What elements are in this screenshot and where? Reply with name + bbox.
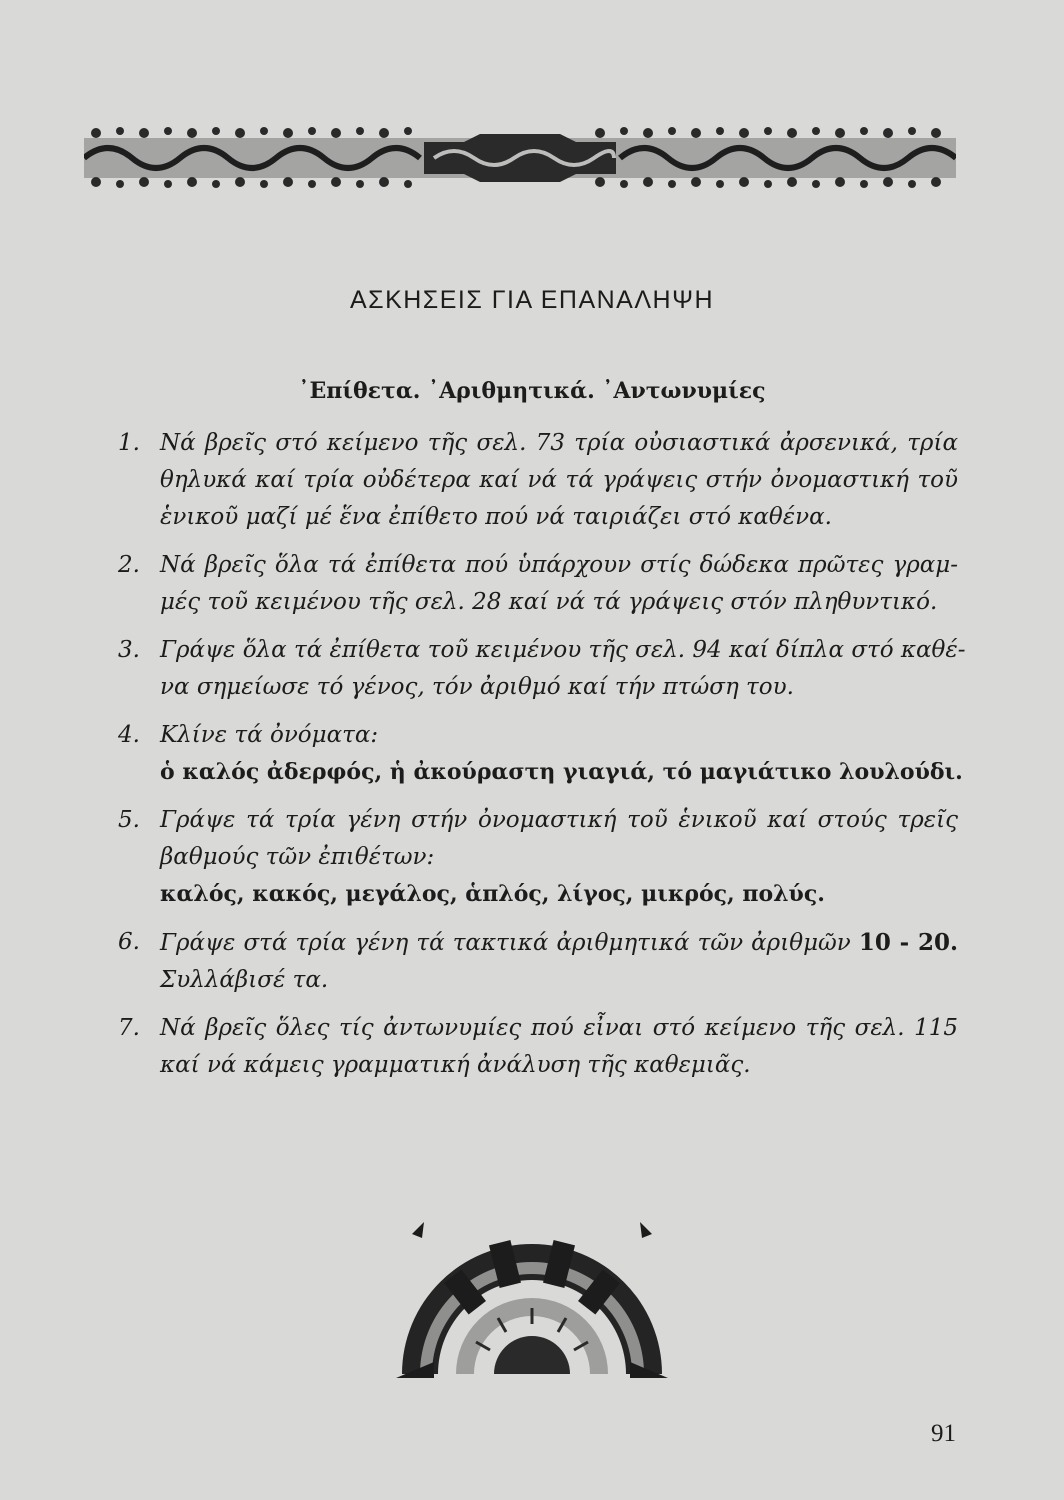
exercise-text-line: ἑνικοῦ μαζί μέ ἕνα ἐπίθετο πού νά ταιριάζει στό καθένα.	[160, 504, 832, 530]
exercise-text-line: Γράψε ὅλα τά ἐπίθετα τοῦ κειμένου τῆς σελ. 94 καί δίπλα στό καθέ-	[160, 637, 966, 663]
exercise-number: 6.	[118, 929, 140, 955]
number-range: 10 - 20.	[858, 929, 958, 956]
decorative-border-icon	[84, 124, 956, 190]
exercise-7	[118, 1010, 958, 1084]
exercise-bold-words: ὁ καλός ἀδερφός, ἡ ἀκούραστη γιαγιά, τό μαγιάτικο λουλούδι.	[160, 759, 963, 785]
exercise-1	[118, 425, 958, 536]
exercise-text-line: να σημείωσε τό γένος, τόν ἀριθμό καί τήν πτώση του.	[160, 674, 794, 700]
exercise-text-line	[160, 924, 958, 962]
exercise-text-line: Νά βρεῖς ὅλες τίς ἀντωνυμίες πού εἶναι στό κείμενο τῆς σελ. 115	[160, 1015, 958, 1041]
exercise-2	[118, 547, 958, 621]
exercise-text-line: καί νά κάμεις γραμματική ἀνάλυση τῆς καθεμιᾶς.	[160, 1052, 751, 1078]
exercise-text-line: Συλλάβισέ τα.	[160, 967, 329, 993]
page-title: ΑΣΚΗΣΕΙΣ ΓΙΑ ΕΠΑΝΑΛΗΨΗ	[349, 286, 715, 314]
page-number: 91	[931, 1420, 956, 1447]
exercise-text-line: Νά βρεῖς στό κείμενο τῆς σελ. 73 τρία οὐσιαστικά ἀρσενικά, τρία	[160, 430, 958, 456]
exercise-number: 1.	[118, 430, 140, 456]
exercise-text-line: βαθμούς τῶν ἐπιθέτων:	[160, 844, 435, 870]
exercise-3	[118, 632, 966, 706]
exercise-number: 2.	[118, 552, 140, 578]
exercise-text-line: Νά βρεῖς ὅλα τά ἐπίθετα πού ὑπάρχουν στίς δώδεκα πρῶτες γραμ-	[160, 552, 958, 578]
exercise-6	[118, 924, 958, 999]
exercise-text-line: Γράψε τά τρία γένη στήν ὀνομαστική τοῦ ἑνικοῦ καί στούς τρεῖς	[160, 807, 958, 833]
exercise-text-line: θηλυκά καί τρία οὐδέτερα καί νά τά γράψεις στήν ὀνομαστική τοῦ	[160, 467, 958, 493]
exercise-number: 7.	[118, 1015, 140, 1041]
exercise-text-line: μές τοῦ κειμένου τῆς σελ. 28 καί νά τά γράψεις στόν πληθυντικό.	[160, 589, 938, 615]
exercise-4	[118, 717, 963, 791]
exercise-5	[118, 802, 958, 913]
exercise-number: 5.	[118, 807, 140, 833]
exercise-text: Γράψε στά τρία γένη τά τακτικά ἀριθμητικά τῶν ἀριθμῶν	[160, 930, 851, 956]
exercise-number: 3.	[118, 637, 140, 663]
exercise-list	[118, 425, 966, 1095]
sun-ornament-icon	[394, 1212, 670, 1382]
section-subtitle: ᾿Επίθετα. ᾿Αριθμητικά. ᾿Αντωνυμίες	[298, 378, 766, 404]
exercise-number: 4.	[118, 722, 140, 748]
exercise-bold-words: καλός, κακός, μεγάλος, ἁπλός, λίγος, μικρός, πολύς.	[160, 881, 825, 907]
exercise-text-line: Κλίνε τά ὀνόματα:	[160, 722, 379, 748]
